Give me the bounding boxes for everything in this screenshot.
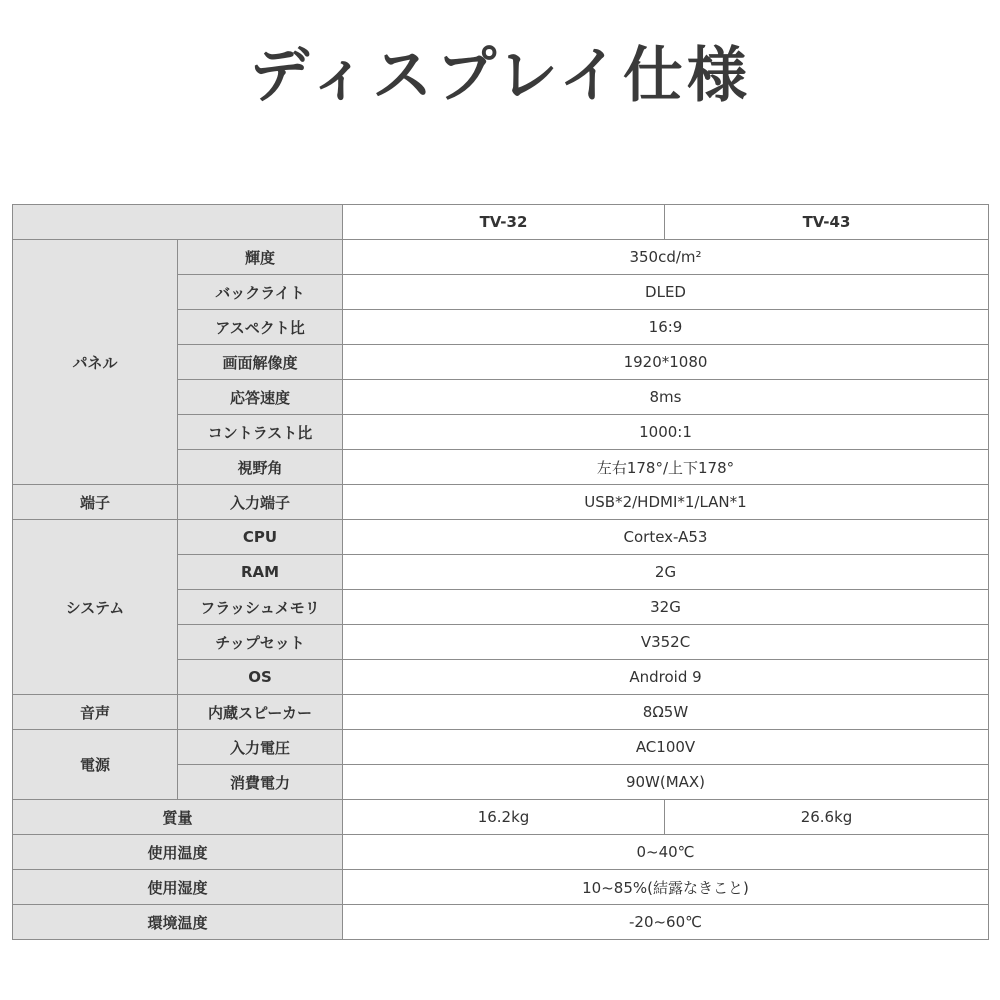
row-value-weight-tv32: 16.2kg [343, 800, 665, 835]
row-value-weight-tv43: 26.6kg [665, 800, 989, 835]
row-label-contrast: コントラスト比 [178, 415, 343, 450]
table-row [13, 520, 989, 555]
table-header-row [13, 205, 989, 240]
row-label-response: 応答速度 [178, 380, 343, 415]
model-header-tv32: TV-32 [343, 205, 665, 240]
row-label-resolution: 画面解像度 [178, 345, 343, 380]
row-label-backlight: バックライト [178, 275, 343, 310]
group-label-terminal: 端子 [13, 485, 178, 520]
row-label-aspect: アスペクト比 [178, 310, 343, 345]
row-value-os: Android 9 [343, 660, 989, 695]
group-label-system: システム [13, 520, 178, 695]
row-label-cpu: CPU [178, 520, 343, 555]
row-value-operating-temp: 0~40℃ [343, 835, 989, 870]
row-value-operating-humidity: 10~85%(結露なきこと) [343, 870, 989, 905]
row-value-chipset: V352C [343, 625, 989, 660]
row-label-brightness: 輝度 [178, 240, 343, 275]
table-row [13, 905, 989, 940]
row-value-viewing-angle: 左右178°/上下178° [343, 450, 989, 485]
row-label-weight: 質量 [13, 800, 343, 835]
row-value-response: 8ms [343, 380, 989, 415]
row-label-power-consumption: 消費電力 [178, 765, 343, 800]
row-value-cpu: Cortex-A53 [343, 520, 989, 555]
row-value-ram: 2G [343, 555, 989, 590]
row-label-operating-humidity: 使用湿度 [13, 870, 343, 905]
row-value-speaker: 8Ω5W [343, 695, 989, 730]
row-value-flash: 32G [343, 590, 989, 625]
row-value-storage-temp: -20~60℃ [343, 905, 989, 940]
spec-table [12, 204, 989, 940]
model-header-tv43: TV-43 [665, 205, 989, 240]
row-value-brightness: 350cd/m² [343, 240, 989, 275]
row-value-resolution: 1920*1080 [343, 345, 989, 380]
row-label-input-voltage: 入力電圧 [178, 730, 343, 765]
row-label-viewing-angle: 視野角 [178, 450, 343, 485]
row-value-contrast: 1000:1 [343, 415, 989, 450]
table-row [13, 485, 989, 520]
table-row [13, 800, 989, 835]
table-row [13, 730, 989, 765]
row-label-input-ports: 入力端子 [178, 485, 343, 520]
row-label-operating-temp: 使用温度 [13, 835, 343, 870]
table-row [13, 240, 989, 275]
row-label-ram: RAM [178, 555, 343, 590]
row-value-backlight: DLED [343, 275, 989, 310]
group-label-panel: パネル [13, 240, 178, 485]
row-value-power-consumption: 90W(MAX) [343, 765, 989, 800]
row-value-aspect: 16:9 [343, 310, 989, 345]
row-label-chipset: チップセット [178, 625, 343, 660]
group-label-audio: 音声 [13, 695, 178, 730]
row-label-os: OS [178, 660, 343, 695]
page-title: ディスプレイ仕様 [249, 41, 751, 111]
table-row [13, 835, 989, 870]
group-label-power: 電源 [13, 730, 178, 800]
row-label-flash: フラッシュメモリ [178, 590, 343, 625]
table-row [13, 695, 989, 730]
row-value-input-voltage: AC100V [343, 730, 989, 765]
header-blank-cell [13, 205, 343, 240]
row-value-input-ports: USB*2/HDMI*1/LAN*1 [343, 485, 989, 520]
row-label-storage-temp: 環境温度 [13, 905, 343, 940]
row-label-speaker: 内蔵スピーカー [178, 695, 343, 730]
table-row [13, 870, 989, 905]
